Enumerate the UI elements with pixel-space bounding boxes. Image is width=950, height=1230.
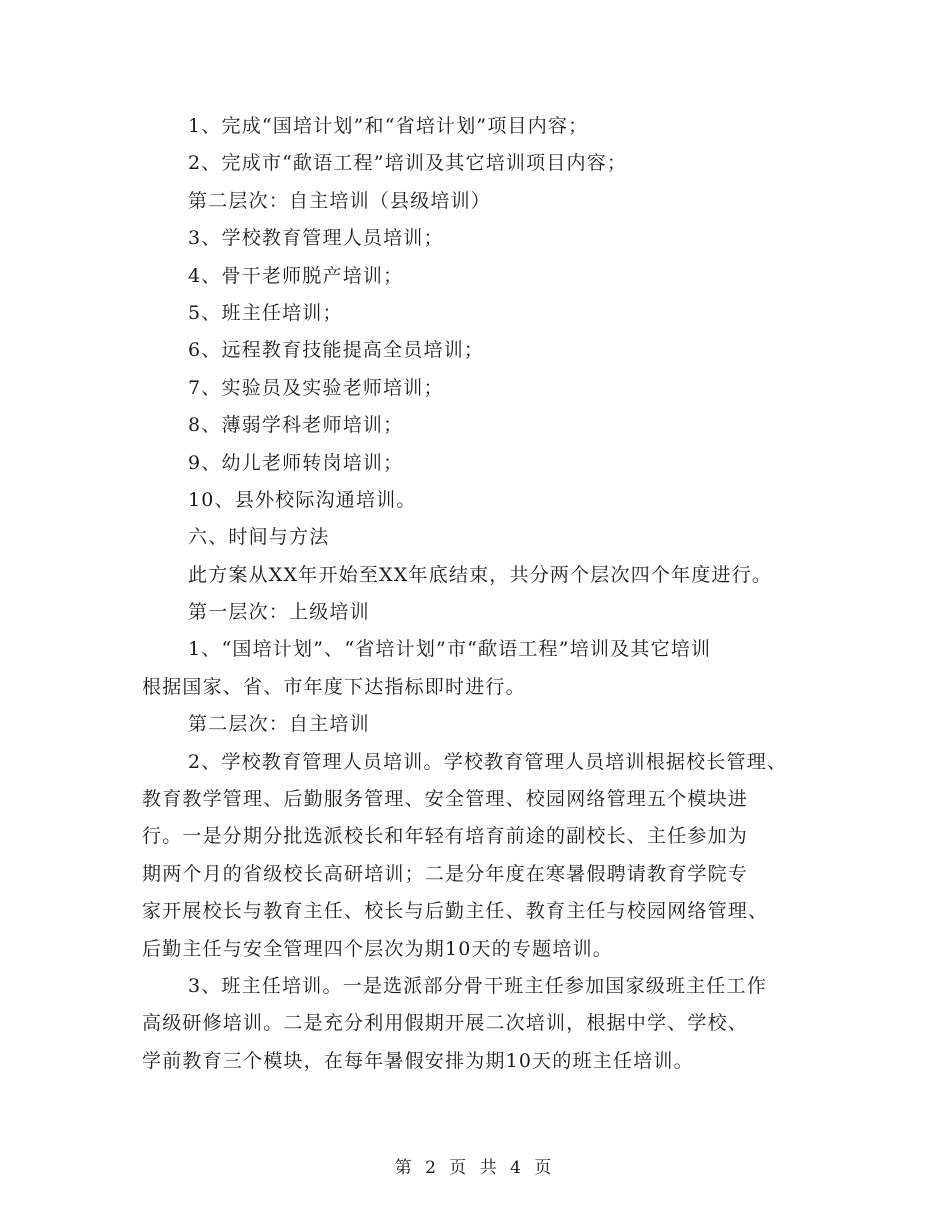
text-line: 此方案从XX年开始至XX年底结束，共分两个层次四个年度进行。 (188, 563, 773, 586)
text-line: 期两个月的省级校长高研培训；二是分年度在寒暑假聘请教育学院专 (142, 862, 749, 885)
text-line: 第二层次：自主培训 (188, 713, 370, 736)
text-line: 第一层次：上级培训 (188, 601, 370, 624)
text-line: 六、时间与方法 (188, 526, 330, 549)
text-line: 1、“国培计划”、“省培计划”市“歃语工程”培训及其它培训 (188, 638, 712, 661)
text-line: 家开展校长与教育主任、校长与后勤主任、教育主任与校园网络管理、 (142, 900, 769, 923)
text-line: 6、远程教育技能提高全员培训； (188, 339, 485, 362)
page-footer: 第 2 页 共 4 页 (394, 1158, 556, 1178)
text-line: 高级研修培训。二是充分利用假期开展二次培训，根据中学、学校、 (142, 1012, 749, 1035)
text-line: 1、完成“国培计划”和“省培计划”项目内容； (188, 115, 589, 137)
text-line: 第二层次：自主培训（县级培训） (188, 189, 492, 212)
text-line: 行。一是分期分批选派校长和年轻有培育前途的副校长、主任参加为 (142, 825, 749, 848)
body-text (142, 108, 832, 1080)
text-line: 7、实验员及实验老师培训； (188, 376, 444, 399)
text-line: 学前教育三个模块，在每年暑假安排为期10天的班主任培训。 (142, 1049, 694, 1072)
text-line: 3、学校教育管理人员培训； (188, 227, 444, 250)
text-line: 8、薄弱学科老师培训； (188, 414, 404, 437)
text-line: 9、幼儿老师转岗培训； (188, 451, 404, 474)
text-line: 2、完成市“歃语工程”培训及其它培训项目内容； (188, 152, 628, 175)
text-line: 后勤主任与安全管理四个层次为期10天的专题培训。 (142, 937, 613, 960)
text-line: 教育教学管理、后勤服务管理、安全管理、校园网络管理五个模块进 (142, 788, 749, 811)
text-line: 4、骨干老师脱产培训； (188, 264, 404, 287)
text-line: 2、学校教育管理人员培训。学校教育管理人员培训根据校长管理、 (188, 750, 788, 773)
text-line: 10、县外校际沟通培训。 (188, 488, 417, 511)
text-line: 3、班主任培训。一是选派部分骨干班主任参加国家级班主任工作 (188, 974, 767, 997)
text-line: 5、班主任培训； (188, 301, 343, 324)
text-line: 根据国家、省、市年度下达指标即时进行。 (142, 675, 526, 698)
